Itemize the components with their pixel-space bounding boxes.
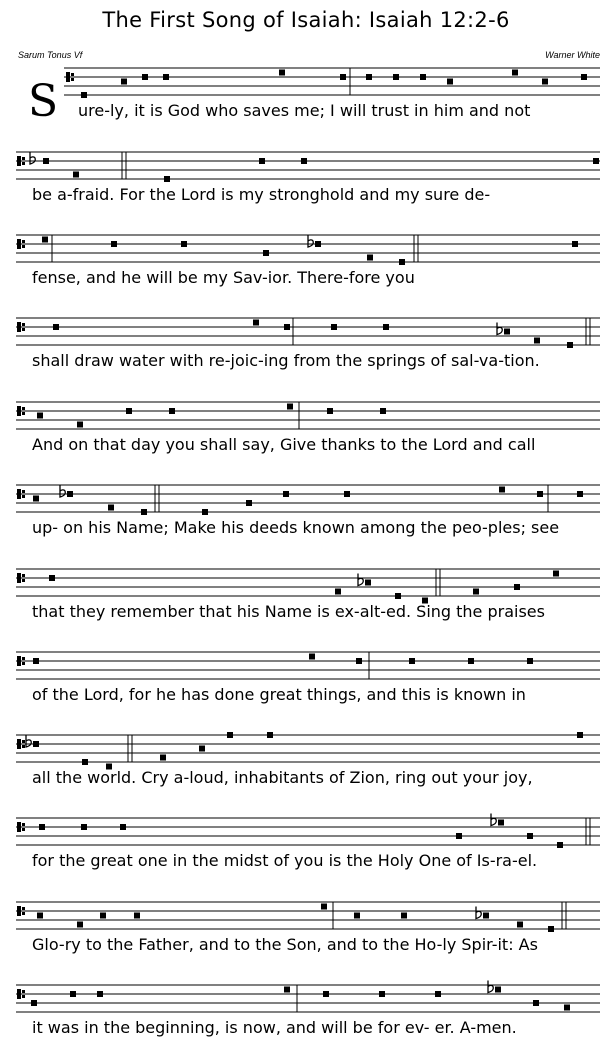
note (309, 654, 315, 660)
note (134, 913, 140, 919)
note (33, 496, 39, 502)
note (37, 413, 43, 419)
note (43, 158, 49, 164)
note (142, 74, 148, 80)
note (495, 987, 501, 993)
note (335, 589, 341, 595)
note (527, 658, 533, 664)
note (163, 74, 169, 80)
note (279, 70, 285, 76)
note (199, 746, 205, 752)
note (321, 904, 327, 910)
note (323, 991, 329, 997)
note (70, 991, 76, 997)
note (367, 255, 373, 261)
note (542, 79, 548, 85)
note (380, 408, 386, 414)
page-title: The First Song of Isaiah: Isaiah 12:2-6 (102, 8, 510, 32)
note (534, 338, 540, 344)
note (97, 991, 103, 997)
note (121, 79, 127, 85)
flat-icon (26, 735, 31, 747)
note (366, 74, 372, 80)
lyric-line: of the Lord, for he has done great things, and this is known in (32, 685, 526, 704)
note (514, 584, 520, 590)
note (512, 70, 518, 76)
note (499, 487, 505, 493)
note (564, 1005, 570, 1011)
note (567, 342, 573, 348)
lyric-line: fense, and he will be my Sav-ior. There-fore you (32, 268, 415, 287)
note (227, 732, 233, 738)
flat-icon (476, 907, 481, 919)
note (77, 422, 83, 428)
note (409, 658, 415, 664)
note (126, 408, 132, 414)
staff (16, 152, 600, 182)
note (393, 74, 399, 80)
note (53, 324, 59, 330)
note (483, 913, 489, 919)
lyric-line: ure-ly, it is God who saves me; I will trust in him and not (78, 101, 531, 120)
note (301, 158, 307, 164)
note (141, 509, 147, 515)
staff (16, 732, 600, 770)
note (331, 324, 337, 330)
note (100, 913, 106, 919)
lyric-line: shall draw water with re-joic-ing from the springs of sal-va-tion. (32, 351, 540, 370)
note (284, 987, 290, 993)
lyric-line: Glo-ry to the Father, and to the Son, and to the Ho-ly Spir-it: As (32, 935, 538, 954)
note (284, 324, 290, 330)
note (504, 329, 510, 335)
staff (16, 402, 600, 429)
lyric-line: for the great one in the midst of you is the Holy One of Is-ra-el. (32, 851, 538, 870)
staff (16, 235, 600, 265)
note (287, 404, 293, 410)
note (39, 824, 45, 830)
note (395, 593, 401, 599)
lyric-line: all the world. Cry a-loud, inhabitants of Zion, ring out your joy, (32, 768, 533, 787)
flat-icon (60, 485, 65, 497)
note (160, 755, 166, 761)
note (42, 237, 48, 243)
note (517, 922, 523, 928)
note (164, 176, 170, 182)
lyric-line: up- on his Name; Make his deeds known among the peo-ples; see (32, 518, 560, 537)
note (379, 991, 385, 997)
note (181, 241, 187, 247)
note (81, 92, 87, 98)
staff (16, 569, 600, 604)
staff (16, 652, 600, 679)
flat-icon (491, 814, 496, 826)
note (82, 759, 88, 765)
note (67, 491, 73, 497)
drop-cap-initial: S (28, 76, 59, 127)
note (572, 241, 578, 247)
lyric-line: be a-fraid. For the Lord is my stronghold and my sure de- (32, 185, 491, 204)
note (447, 79, 453, 85)
flat-icon (488, 981, 493, 993)
note (577, 491, 583, 497)
note (120, 824, 126, 830)
note (557, 842, 563, 848)
note (533, 1000, 539, 1006)
note (420, 74, 426, 80)
lyric-line: And on that day you shall say, Give thanks to the Lord and call (32, 435, 536, 454)
note (108, 505, 114, 511)
tone-label: Sarum Tonus Vf (18, 50, 83, 60)
staff (16, 318, 600, 348)
note (37, 913, 43, 919)
note (354, 913, 360, 919)
note (468, 658, 474, 664)
note (246, 500, 252, 506)
note (435, 991, 441, 997)
note (593, 158, 599, 164)
note (33, 741, 39, 747)
note (49, 575, 55, 581)
note (473, 589, 479, 595)
note (111, 241, 117, 247)
note (283, 491, 289, 497)
note (259, 158, 265, 164)
note (399, 259, 405, 265)
flat-icon (30, 152, 35, 164)
note (253, 320, 259, 326)
note (553, 571, 559, 577)
note (327, 408, 333, 414)
note (33, 658, 39, 664)
staff (16, 981, 600, 1013)
note (73, 172, 79, 178)
note (202, 509, 208, 515)
lyric-line: that they remember that his Name is ex-alt-ed. Sing the praises (32, 602, 545, 621)
note (267, 732, 273, 738)
note (537, 491, 543, 497)
note (315, 241, 321, 247)
flat-icon (308, 235, 313, 247)
note (340, 74, 346, 80)
note (577, 732, 583, 738)
note (527, 833, 533, 839)
note (263, 250, 269, 256)
note (383, 324, 389, 330)
note (401, 913, 407, 919)
staff (16, 814, 600, 849)
lyric-line: it was in the beginning, is now, and will be for ev- er. A-men. (32, 1018, 517, 1037)
note (169, 408, 175, 414)
staff (64, 68, 600, 98)
note (498, 820, 504, 826)
note (356, 658, 362, 664)
flat-icon (497, 323, 502, 335)
staff (16, 485, 600, 515)
note (581, 74, 587, 80)
note (344, 491, 350, 497)
note (77, 922, 83, 928)
note (81, 824, 87, 830)
note (365, 580, 371, 586)
flat-icon (358, 574, 363, 586)
composer-label: Warner White (545, 50, 600, 60)
staff (16, 902, 600, 932)
note (548, 926, 554, 932)
note (31, 1000, 37, 1006)
note (456, 833, 462, 839)
